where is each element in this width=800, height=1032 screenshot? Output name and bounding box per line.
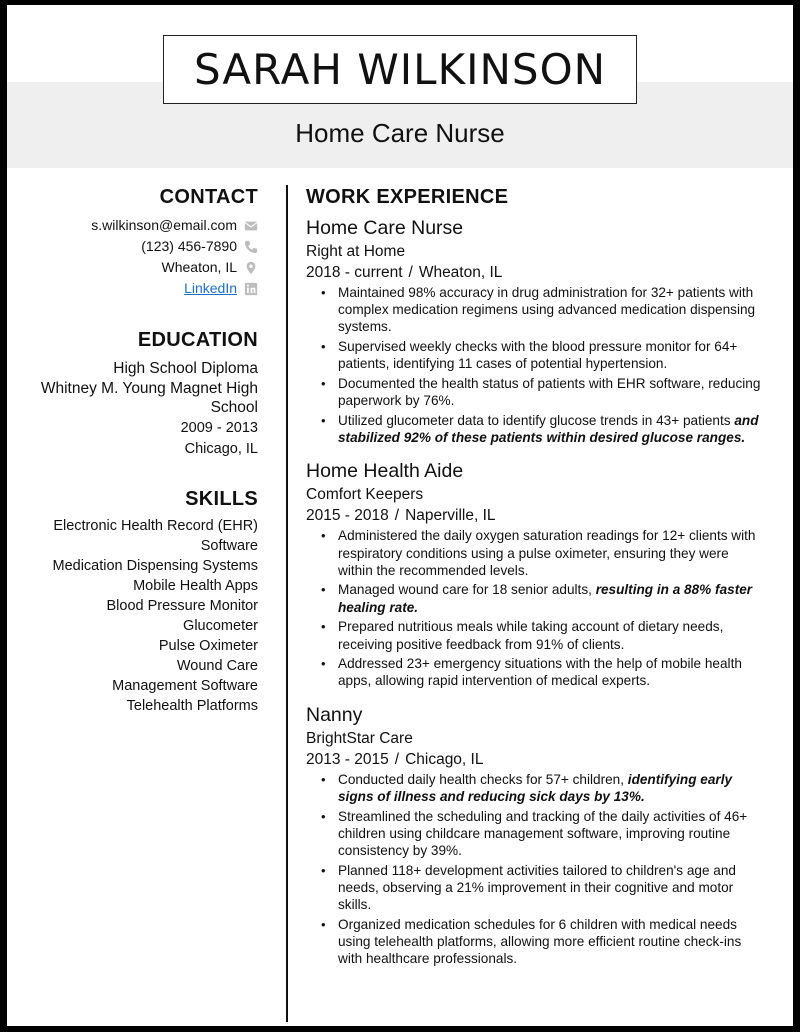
candidate-name: SARAH WILKINSON bbox=[193, 45, 607, 94]
envelope-icon bbox=[244, 219, 258, 233]
job-location: Naperville, IL bbox=[405, 507, 496, 525]
bullet-item: • Planned 118+ development activities tailored to children's age and needs, observing a 21% improvement in their cognitive and motor skills. bbox=[306, 862, 766, 914]
bullet-item: • Addressed 23+ emergency situations with the help of mobile health apps, allowing rapid intervention of medical experts. bbox=[306, 655, 766, 689]
location-text: Wheaton, IL bbox=[161, 259, 237, 275]
contact-linkedin bbox=[27, 278, 258, 299]
job-title: Nanny bbox=[306, 703, 363, 726]
job-meta bbox=[306, 262, 766, 283]
job-meta bbox=[306, 505, 766, 526]
job-entry bbox=[306, 215, 766, 446]
bullet-item: • Streamlined the scheduling and tracking of the daily activities of 46+ children using childcare management software, improving routine consistency by 39%. bbox=[306, 808, 766, 860]
linkedin-link[interactable]: LinkedIn bbox=[184, 280, 237, 296]
job-title: Home Care Nurse bbox=[306, 217, 464, 239]
column-divider bbox=[286, 185, 288, 1022]
job-separator: / bbox=[394, 750, 400, 768]
job-title-header: Home Care Nurse bbox=[295, 118, 505, 148]
skill-item: Electronic Health Record (EHR) Software bbox=[53, 518, 258, 554]
skill-item: Mobile Health Apps bbox=[133, 578, 258, 594]
job-entry bbox=[306, 702, 766, 968]
contact-email bbox=[27, 215, 258, 236]
linkedin-icon bbox=[244, 282, 258, 296]
bullet-item: • Supervised weekly checks with the blood pressure monitor for 64+ patients, identifying 11 cases of potential hypertension. bbox=[306, 338, 766, 372]
job-dates: 2013 - 2015 bbox=[306, 750, 389, 768]
job-dates: 2018 - current bbox=[306, 264, 403, 281]
job-meta bbox=[306, 749, 766, 770]
skill-item: Blood Pressure Monitor bbox=[106, 598, 258, 614]
contact-heading: CONTACT bbox=[159, 186, 258, 208]
resume-page bbox=[7, 5, 793, 1026]
job-separator: / bbox=[408, 264, 413, 281]
contact-location bbox=[27, 257, 258, 278]
education-heading: EDUCATION bbox=[137, 329, 258, 351]
job-company: BrightStar Care bbox=[306, 729, 413, 747]
name-box bbox=[163, 35, 637, 104]
job-company: Right at Home bbox=[306, 243, 406, 260]
education-section bbox=[27, 328, 258, 459]
left-column bbox=[27, 185, 258, 716]
job-location: Wheaton, IL bbox=[418, 264, 503, 281]
work-experience-heading: WORK EXPERIENCE bbox=[306, 186, 509, 208]
education-school: Whitney M. Young Magnet High School bbox=[40, 380, 258, 416]
job-title: Home Health Aide bbox=[306, 460, 464, 483]
education-location: Chicago, IL bbox=[184, 441, 258, 457]
phone-icon bbox=[244, 240, 258, 254]
bullet-item: • Conducted daily health checks for 57+ children, identifying early signs of illness and reducing sick days by 13%. bbox=[306, 771, 766, 805]
skill-item: Telehealth Platforms bbox=[126, 698, 258, 714]
education-degree: High School Diploma bbox=[113, 360, 258, 377]
location-pin-icon bbox=[244, 261, 258, 275]
bullet-item: • Managed wound care for 18 senior adults, resulting in a 88% faster healing rate. bbox=[306, 581, 766, 615]
right-column bbox=[306, 185, 766, 979]
bullet-item: • Administered the daily oxygen saturation readings for 12+ clients with respiratory conditions using a pulse oximeter, ensuring they were within the recommended levels. bbox=[306, 527, 766, 579]
skill-item: Wound Care bbox=[176, 658, 258, 674]
skill-item: Management Software bbox=[112, 678, 258, 694]
bullet-item: • Maintained 98% accuracy in drug administration for 32+ patients with complex medication regimens using advanced medication dispensing systems. bbox=[306, 284, 766, 336]
contact-list bbox=[27, 215, 258, 299]
bullet-item: • Documented the health status of patients with EHR software, reducing paperwork by 76%. bbox=[306, 375, 766, 409]
job-location: Chicago, IL bbox=[405, 750, 484, 768]
bullet-item: • Utilized glucometer data to identify glucose trends in 43+ patients and stabilized 92% of these patients within desired glucose ranges. bbox=[306, 412, 766, 446]
job-bullets bbox=[306, 527, 766, 689]
phone-text[interactable]: (123) 456-7890 bbox=[141, 238, 237, 254]
job-entry bbox=[306, 458, 766, 689]
skill-item: Pulse Oximeter bbox=[158, 638, 258, 654]
skills-heading: SKILLS bbox=[185, 488, 258, 510]
job-separator: / bbox=[394, 507, 400, 525]
skill-item: Glucometer bbox=[183, 618, 258, 634]
job-bullets bbox=[306, 284, 766, 446]
bullet-item: • Prepared nutritious meals while taking account of dietary needs, receiving positive feedback from 91% of clients. bbox=[306, 618, 766, 652]
skill-item: Medication Dispensing Systems bbox=[52, 558, 258, 574]
skills-section bbox=[27, 487, 258, 716]
bullet-item: • Organized medication schedules for 6 children with medical needs using telehealth platforms, allowing more efficient routine check-ins with healthcare professionals. bbox=[306, 916, 766, 968]
contact-phone bbox=[27, 236, 258, 257]
email-text[interactable]: s.wilkinson@email.com bbox=[91, 217, 237, 233]
job-company: Comfort Keepers bbox=[306, 486, 424, 504]
job-bullets bbox=[306, 771, 766, 968]
education-dates: 2009 - 2013 bbox=[180, 420, 258, 436]
job-dates: 2015 - 2018 bbox=[306, 507, 389, 525]
